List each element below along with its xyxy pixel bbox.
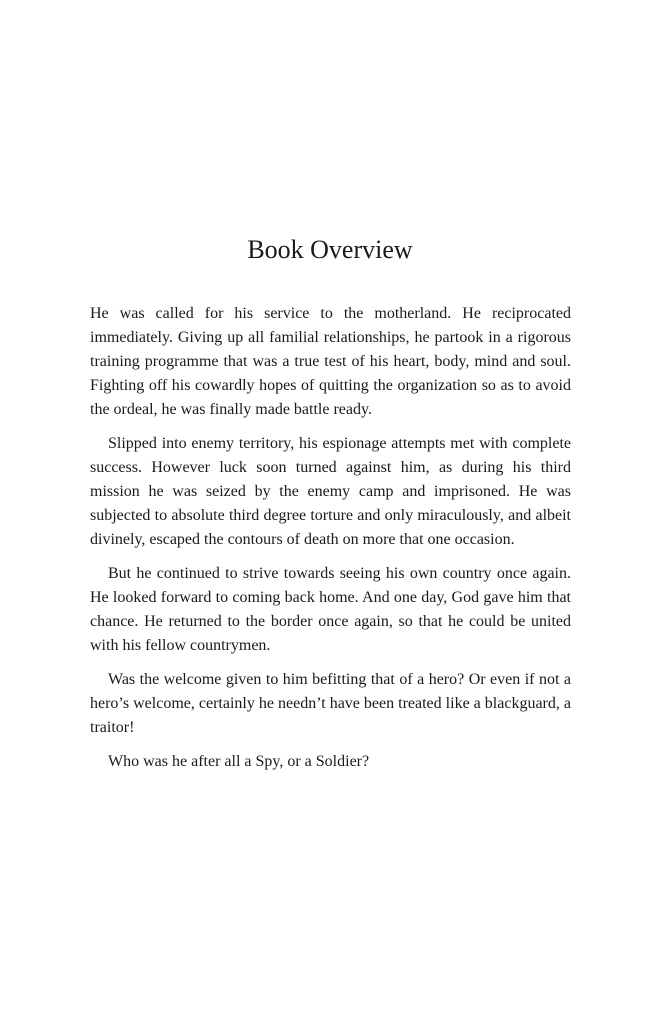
- paragraph-2: Slipped into enemy territory, his espionage attempts met with complete success. However luck soon turned against him, as during his third mission he was seized by the enemy camp and imprisoned. He was subjected to absolute third degree torture and only miraculously, and albeit divinely, escaped the contours of death on more that one occasion.: [90, 435, 571, 548]
- overview-body: [90, 302, 571, 784]
- paragraph-5: Who was he after all a Spy, or a Soldier?: [108, 753, 370, 770]
- paragraph-4: Was the welcome given to him befitting that of a hero? Or even if not a hero’s welcome, certainly he needn’t have been treated like a blackguard, a traitor!: [90, 671, 571, 736]
- paragraph-3: But he continued to strive towards seeing his own country once again. He looked forward to coming back home. And one day, God gave him that chance. He returned to the border once again, so that he could be united with his fellow countrymen.: [90, 565, 571, 654]
- page-title: Book Overview: [247, 235, 413, 264]
- paragraph-1: He was called for his service to the motherland. He reciprocated immediately. Giving up all familial relationships, he partook in a rigorous training programme that was a true test of his heart, body, mind and soul. Fighting off his cowardly hopes of quitting the organization so as to avoid the ordeal, he was finally made battle ready.: [90, 305, 571, 418]
